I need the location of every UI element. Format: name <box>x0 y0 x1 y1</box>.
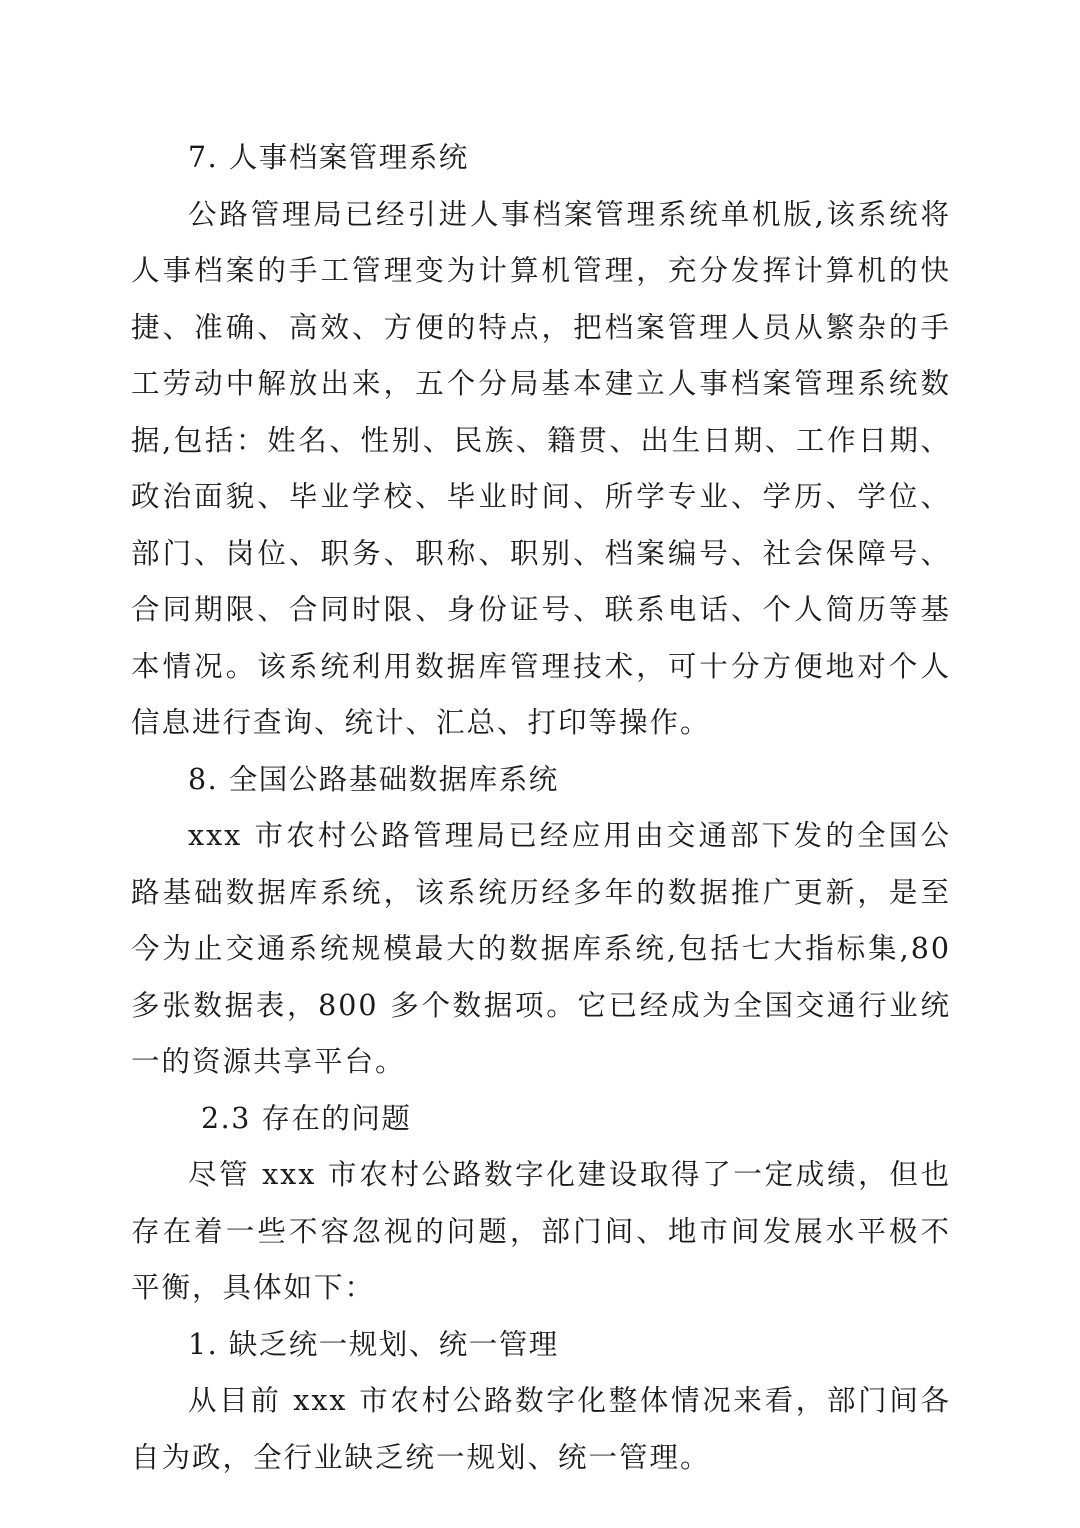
paragraph-existing-problems: 尽管 xxx 市农村公路数字化建设取得了一定成绩，但也存在着一些不容忽视的问题，部门间、地市间发展水平极不平衡，具体如下： <box>131 1158 951 1304</box>
paragraph-personnel-archive-system: 公路管理局已经引进人事档案管理系统单机版,该系统将人事档案的手工管理变为计算机管理，充分发挥计算机的快捷、准确、高效、方便的特点，把档案管理人员从繁杂的手工劳动中解放出来，五个分局基本建立人事档案管理系统数据,包括：姓名、性别、民族、籍贯、出生日期、工作日期、政治面貌、毕业学校、毕业时间、所学专业、学历、学位、部门、岗位、职务、职称、职别、档案编号、社会保障号、合同期限、合同时限、身份证号、联系电话、个人简历等基本情况。该系统利用数据库管理技术，可十分方便地对个人信息进行查询、统计、汇总、打印等操作。 <box>131 197 951 739</box>
heading-8-national-highway-database: 8. 全国公路基础数据库系统 <box>188 762 559 796</box>
document-body <box>131 130 951 1486</box>
heading-1-lack-of-unified-planning: 1. 缺乏统一规划、统一管理 <box>188 1327 559 1361</box>
paragraph-lack-of-unified-planning: 从目前 xxx 市农村公路数字化整体情况来看，部门间各自为政，全行业缺乏统一规划、统一管理。 <box>131 1384 951 1474</box>
heading-2-3-existing-problems: 2.3 存在的问题 <box>201 1101 412 1135</box>
heading-7-personnel-archive-system: 7. 人事档案管理系统 <box>188 141 469 174</box>
paragraph-national-highway-database: xxx 市农村公路管理局已经应用由交通部下发的全国公路基础数据库系统，该系统历经多年的数据推广更新，是至今为止交通系统规模最大的数据库系统,包括七大指标集,80 多张数据表，800 多个数据项。它已经成为全国交通行业统一的资源共享平台。 <box>131 819 951 1078</box>
